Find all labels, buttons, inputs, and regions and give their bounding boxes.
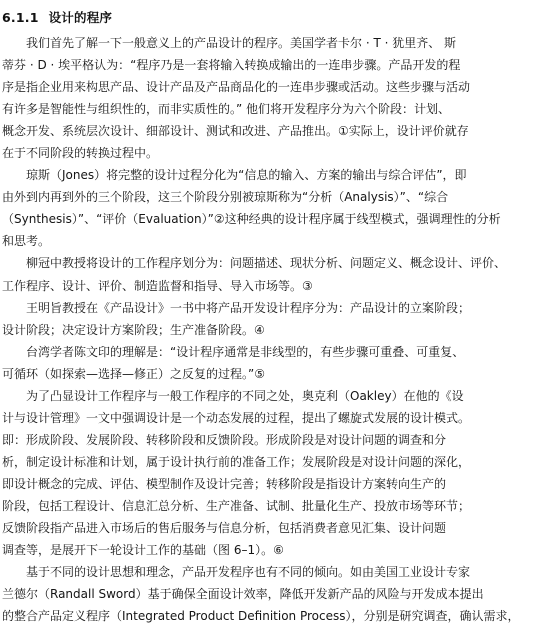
paragraph xyxy=(2,164,539,252)
text-line: 和思考。 xyxy=(2,234,51,249)
section-number: 6.1.1 xyxy=(2,10,39,25)
text-line: 台湾学者陈文印的理解是：“设计程序通常是非线型的，有些步骤可重叠、可重复、 xyxy=(26,344,465,359)
text-line: 我们首先了解一下一般意义上的产品设计的程序。美国学者卡尔 · T · 犹里齐、 斯 xyxy=(26,36,457,50)
section-heading xyxy=(2,8,112,26)
text-line: 即设计概念的完成、评估、模型制作及设计完善；转移阶段是指设计方案转向生产的 xyxy=(2,476,447,491)
text-line: 琼斯（Jones）将完整的设计过程分化为“信息的输入、方案的输出与综合评估”，即 xyxy=(26,168,467,183)
paragraph xyxy=(2,252,539,296)
paragraph xyxy=(2,297,539,341)
paragraph xyxy=(2,341,539,385)
text-line: 王明旨教授在《产品设计》一书中将产品开发设计程序分为：产品设计的立案阶段； xyxy=(26,300,471,315)
paragraph xyxy=(2,385,539,561)
text-line: 阶段，包括工程设计、信息汇总分析、生产准备、试制、批量化生产、投放市场等环节； xyxy=(2,498,471,513)
text-line: 兰德尔（Randall Sword）基于确保全面设计效率，降低开发新产品的风险与开发成本提出 xyxy=(2,587,484,602)
text-line: 的整合产品定义程序（Integrated Product Definition Process），分别是研究调查，确认需求， xyxy=(2,609,520,624)
text-line: 柳冠中教授将设计的工作程序划分为：问题描述、现状分析、问题定义、概念设计、评价、 xyxy=(26,256,507,271)
text-line: 析，制定设计标准和计划，属于设计执行前的准备工作；发展阶段是对设计问题的深化， xyxy=(2,454,471,469)
text-line: 工作程序、设计、评价、制造监督和指导、导入市场等。③ xyxy=(2,278,313,293)
text-line: 为了凸显设计工作程序与一般工作程序的不同之处，奥克利（Oakley）在他的《设 xyxy=(26,388,464,403)
body-text xyxy=(0,32,541,627)
text-line: （Synthesis）”、“评价（Evaluation）”②这种经典的设计程序属于线型模式，强调理性的分析 xyxy=(2,212,501,227)
text-line: 设计阶段；决定设计方案阶段；生产准备阶段。④ xyxy=(2,322,265,337)
text-line: 即：形成阶段、发展阶段、转移阶段和反馈阶段。形成阶段是对设计问题的调查和分 xyxy=(2,432,447,447)
text-line: 可循环（如探索—选择—修正）之反复的过程。”⑤ xyxy=(2,366,265,381)
text-line: 调查等，是展开下一轮设计工作的基础（图 6–1）。⑥ xyxy=(2,543,284,558)
text-line: 蒂芬 · D · 埃平格认为：“程序乃是一套将输入转换成输出的一连串步骤。产品开发的程 xyxy=(2,58,461,73)
paragraph xyxy=(2,32,539,164)
text-line: 基于不同的设计思想和理念，产品开发程序也有不同的倾向。如由美国工业设计专家 xyxy=(26,565,471,580)
text-line: 概念开发、系统层次设计、细部设计、测试和改进、产品推出。①实际上，设计评价就存 xyxy=(2,124,469,139)
text-line: 反馈阶段指产品进入市场后的售后服务与信息分析，包括消费者意见汇集、设计问题 xyxy=(2,521,447,536)
text-line: 有许多是智能性与组织性的，而非实质性的。” 他们将开发程序分为六个阶段：计划、 xyxy=(2,102,451,117)
text-line: 序是指企业用来构思产品、设计产品及产品商品化的一连串步骤或活动。这些步骤与活动 xyxy=(2,80,471,95)
paragraph xyxy=(2,561,539,627)
text-line: 计与设计管理》一文中强调设计是一个动态发展的过程，提出了螺旋式发展的设计模式。 xyxy=(2,410,471,425)
section-title: 设计的程序 xyxy=(48,10,113,25)
text-line: 由外到内再到外的三个阶段，这三个阶段分别被琼斯称为“分析（Analysis）”、“综合 xyxy=(2,190,449,205)
text-line: 在于不同阶段的转换过程中。 xyxy=(2,146,159,161)
